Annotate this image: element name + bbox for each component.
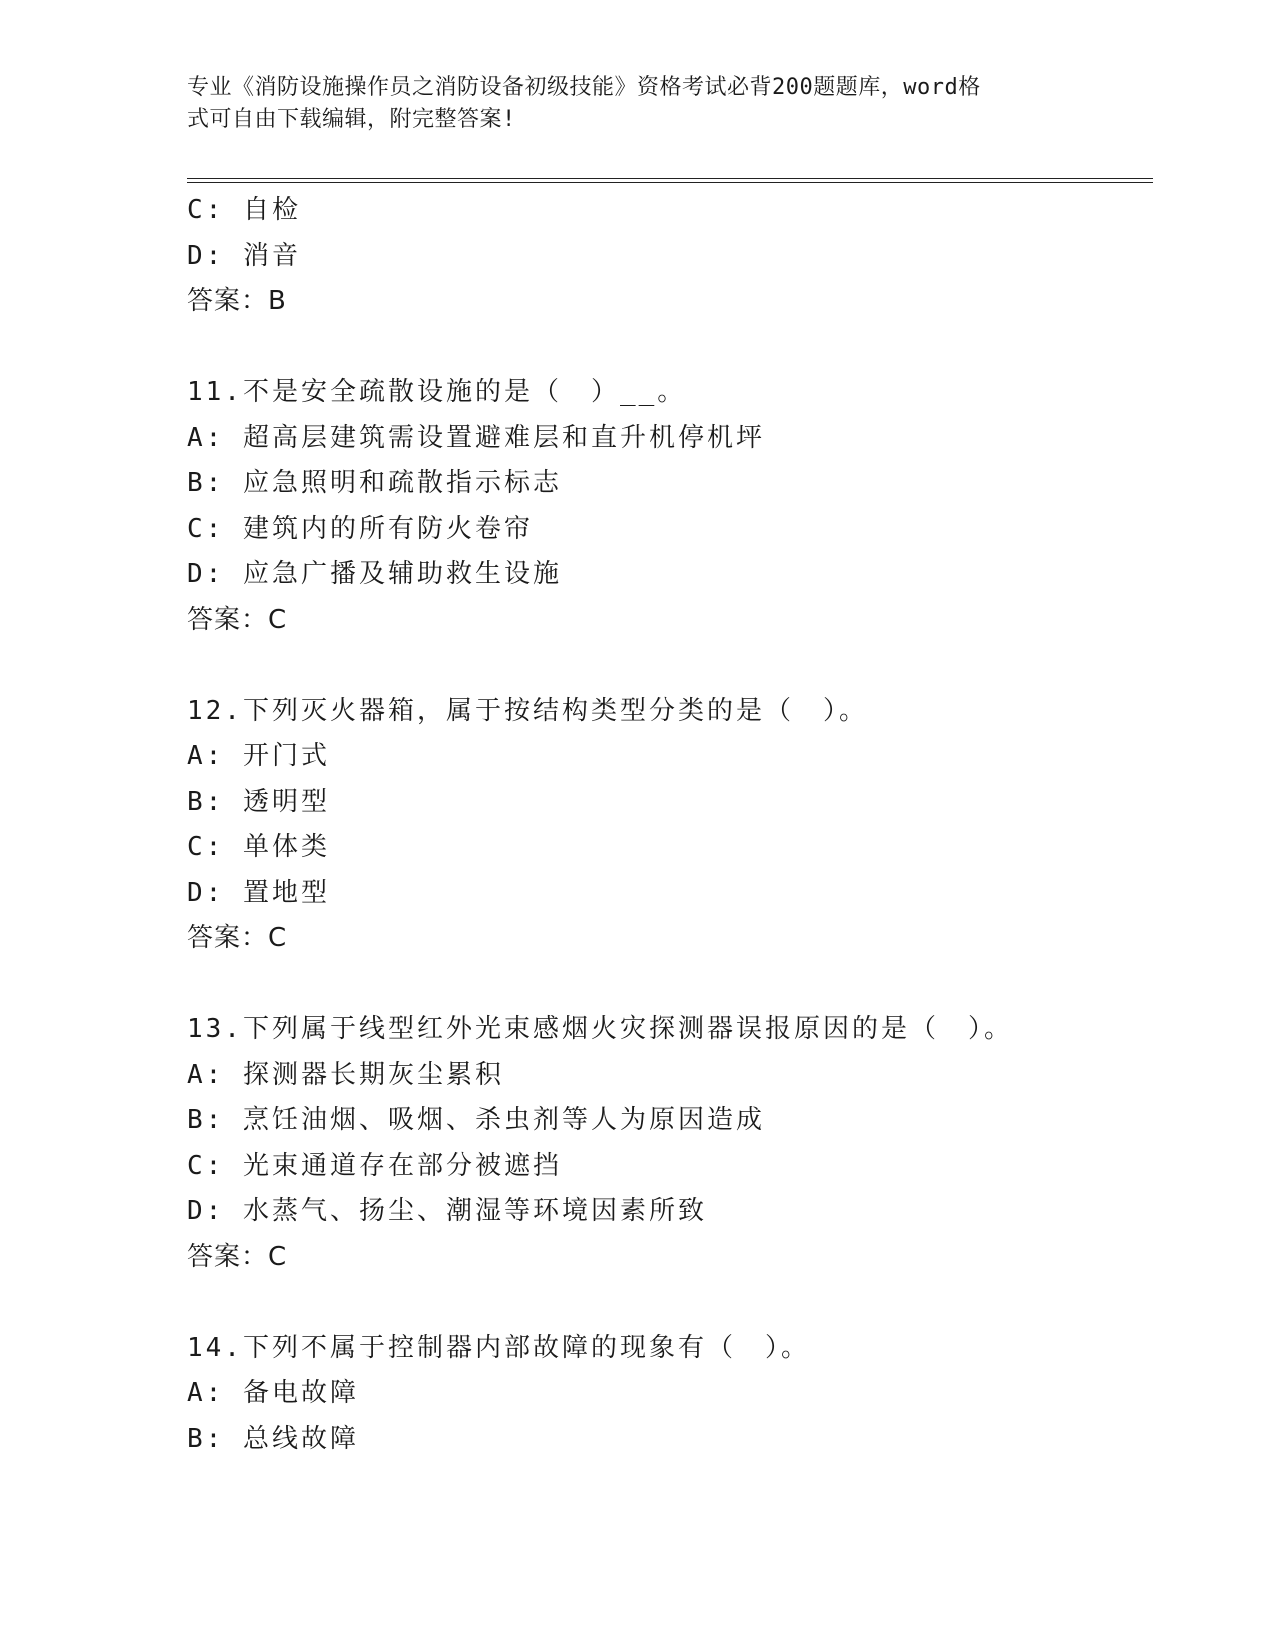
question-14 bbox=[187, 1326, 1153, 1463]
option-a bbox=[187, 1371, 1153, 1417]
question-stem: 14.下列不属于控制器内部故障的现象有（ ）。 bbox=[187, 1332, 810, 1363]
option-text: 透明型 bbox=[242, 786, 330, 817]
option-label: A: bbox=[187, 1059, 225, 1090]
option-c bbox=[187, 507, 1153, 553]
option-text: 应急广播及辅助救生设施 bbox=[242, 559, 562, 589]
option-d bbox=[187, 1189, 1153, 1235]
option-label: D: bbox=[187, 559, 225, 589]
option-text: 烹饪油烟、吸烟、杀虫剂等人为原因造成 bbox=[242, 1105, 765, 1135]
option-label: B: bbox=[187, 1423, 225, 1454]
option-label: B: bbox=[187, 1105, 225, 1135]
option-text: 超高层建筑需设置避难层和直升机停机坪 bbox=[242, 422, 765, 453]
option-a bbox=[187, 416, 1153, 462]
question-content bbox=[187, 188, 1153, 1462]
option-text: 总线故障 bbox=[242, 1423, 359, 1454]
answer-line: 答案：B bbox=[187, 286, 287, 316]
option-label: A: bbox=[187, 741, 225, 771]
option-b bbox=[187, 461, 1153, 507]
option-label: A: bbox=[187, 1378, 225, 1408]
option-d bbox=[187, 871, 1153, 917]
question-12 bbox=[187, 689, 1153, 962]
question-11 bbox=[187, 370, 1153, 643]
option-text: 应急照明和疏散指示标志 bbox=[242, 468, 562, 498]
option-d bbox=[187, 234, 1153, 280]
option-label: D: bbox=[187, 1196, 225, 1226]
option-text: 自检 bbox=[242, 195, 301, 225]
option-c bbox=[187, 825, 1153, 871]
question-stem: 11.不是安全疏散设施的是（ ）__。 bbox=[187, 377, 687, 407]
option-label: B: bbox=[187, 786, 225, 817]
answer-line: 答案：C bbox=[187, 1241, 288, 1272]
option-text: 单体类 bbox=[242, 832, 330, 862]
option-c bbox=[187, 1144, 1153, 1190]
option-text: 探测器长期灰尘累积 bbox=[242, 1059, 504, 1090]
question-carryover bbox=[187, 188, 1153, 325]
option-b bbox=[187, 780, 1153, 826]
answer-line: 答案：C bbox=[187, 923, 288, 953]
option-label: A: bbox=[187, 422, 225, 453]
option-b bbox=[187, 1417, 1153, 1463]
option-text: 置地型 bbox=[242, 877, 330, 908]
option-text: 消音 bbox=[242, 240, 301, 271]
answer-line: 答案：C bbox=[187, 604, 288, 635]
header-divider-top bbox=[187, 178, 1153, 179]
header-line-2: 式可自由下载编辑，附完整答案! bbox=[187, 107, 516, 132]
option-c bbox=[187, 188, 1153, 234]
option-text: 水蒸气、扬尘、潮湿等环境因素所致 bbox=[242, 1196, 707, 1226]
option-text: 光束通道存在部分被遮挡 bbox=[242, 1150, 562, 1181]
option-label: D: bbox=[187, 240, 225, 271]
header-divider-bottom bbox=[187, 182, 1153, 183]
question-stem: 12.下列灭火器箱，属于按结构类型分类的是（ ）。 bbox=[187, 695, 868, 726]
option-b bbox=[187, 1098, 1153, 1144]
option-label: B: bbox=[187, 468, 225, 498]
option-label: D: bbox=[187, 877, 225, 908]
option-a bbox=[187, 1053, 1153, 1099]
option-text: 建筑内的所有防火卷帘 bbox=[242, 513, 533, 544]
option-label: C: bbox=[187, 195, 225, 225]
option-a bbox=[187, 734, 1153, 780]
question-stem: 13.下列属于线型红外光束感烟火灾探测器误报原因的是（ ）。 bbox=[187, 1014, 1013, 1044]
option-d bbox=[187, 552, 1153, 598]
question-13 bbox=[187, 1007, 1153, 1280]
document-header bbox=[187, 72, 1067, 136]
header-line-1: 专业《消防设施操作员之消防设备初级技能》资格考试必背200题题库，word格 bbox=[187, 75, 981, 100]
option-text: 备电故障 bbox=[242, 1378, 359, 1408]
option-label: C: bbox=[187, 1150, 225, 1181]
option-label: C: bbox=[187, 832, 225, 862]
option-label: C: bbox=[187, 513, 225, 544]
option-text: 开门式 bbox=[242, 741, 330, 771]
